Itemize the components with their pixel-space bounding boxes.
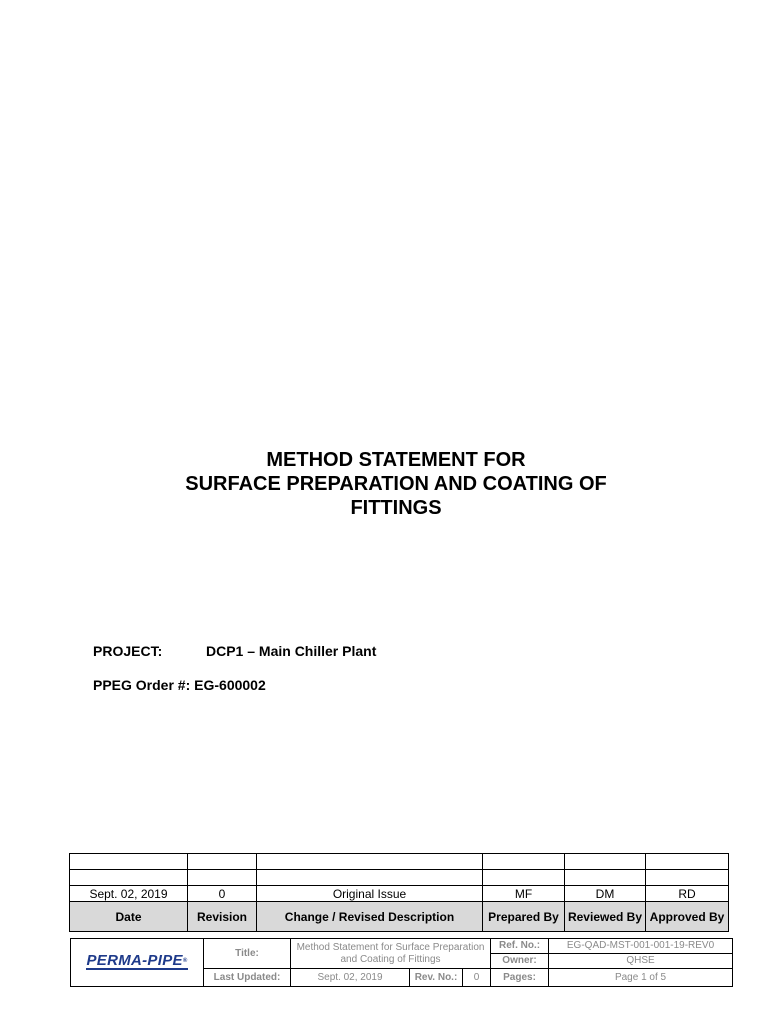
- rev-label: Rev. No.:: [410, 969, 463, 987]
- revision-date: Sept. 02, 2019: [70, 886, 188, 902]
- empty-cell: [483, 870, 565, 886]
- empty-cell: [646, 870, 729, 886]
- empty-cell: [646, 854, 729, 870]
- empty-cell: [188, 854, 257, 870]
- header-description: Change / Revised Description: [257, 902, 483, 932]
- rev-value: 0: [463, 969, 491, 987]
- title-line-3: FITTINGS: [350, 497, 442, 519]
- document-footer: [70, 938, 733, 987]
- revision-description: Original Issue: [257, 886, 483, 902]
- header-reviewed-by: Reviewed By: [565, 902, 646, 932]
- reviewed-by: DM: [565, 886, 646, 902]
- title-line-1: METHOD STATEMENT FOR: [266, 449, 526, 471]
- document-title: [0, 448, 768, 520]
- perma-pipe-logo: [86, 952, 188, 970]
- pages-label: Pages:: [491, 969, 549, 987]
- revision-row: [70, 886, 729, 902]
- pages-value: Page 1 of 5: [549, 969, 733, 987]
- ref-label: Ref. No.:: [491, 939, 549, 954]
- revision-header-row: [70, 902, 729, 932]
- title-value: Method Statement for Surface Preparation and Coating of Fittings: [291, 939, 491, 969]
- owner-label: Owner:: [491, 954, 549, 969]
- empty-cell: [188, 870, 257, 886]
- approved-by: RD: [646, 886, 729, 902]
- title-line-2: SURFACE PREPARATION AND COATING OF: [185, 473, 607, 495]
- revision-table: [69, 853, 729, 932]
- empty-cell: [565, 870, 646, 886]
- empty-cell: [257, 870, 483, 886]
- blank-row: [70, 854, 729, 870]
- project-line: [93, 643, 377, 660]
- ref-value: EG-QAD-MST-001-001-19-REV0: [549, 939, 733, 954]
- title-label: Title:: [204, 939, 291, 969]
- empty-cell: [565, 854, 646, 870]
- registered-mark: ®: [182, 958, 188, 964]
- header-date: Date: [70, 902, 188, 932]
- project-label: PROJECT:: [93, 643, 163, 659]
- blank-row: [70, 870, 729, 886]
- header-revision: Revision: [188, 902, 257, 932]
- header-prepared-by: Prepared By: [483, 902, 565, 932]
- last-updated-value: Sept. 02, 2019: [291, 969, 410, 987]
- prepared-by: MF: [483, 886, 565, 902]
- empty-cell: [257, 854, 483, 870]
- project-value: DCP1 – Main Chiller Plant: [206, 643, 377, 659]
- last-updated-label: Last Updated:: [204, 969, 291, 987]
- header-approved-by: Approved By: [646, 902, 729, 932]
- empty-cell: [70, 854, 188, 870]
- empty-cell: [70, 870, 188, 886]
- order-line: PPEG Order #: EG-600002: [93, 677, 266, 693]
- logo-cell: [71, 939, 204, 987]
- empty-cell: [483, 854, 565, 870]
- revision-number: 0: [188, 886, 257, 902]
- owner-value: QHSE: [549, 954, 733, 969]
- logo-text: PERMA-PIPE: [86, 952, 183, 969]
